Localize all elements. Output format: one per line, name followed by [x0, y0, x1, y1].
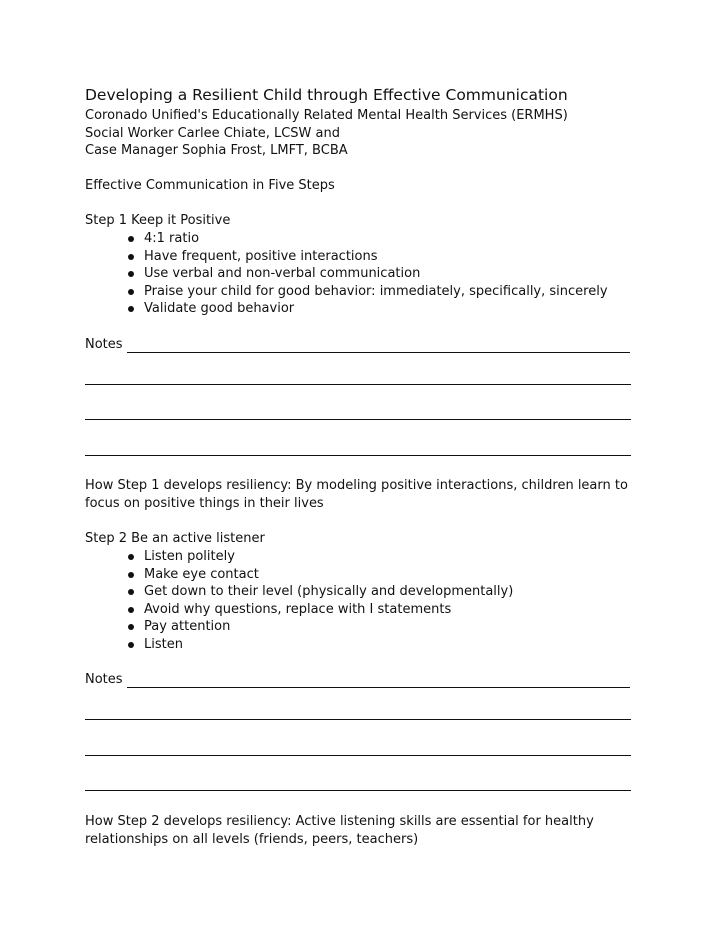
list-item: Avoid why questions, replace with I statements: [128, 601, 513, 619]
list-item: Use verbal and non-verbal communication: [128, 265, 608, 283]
notes-write-line[interactable]: [127, 340, 630, 353]
notes-write-line[interactable]: [85, 790, 631, 791]
list-item: Praise your child for good behavior: immediately, specifically, sincerely: [128, 283, 608, 301]
list-item: Validate good behavior: [128, 300, 608, 318]
notes-write-line[interactable]: [85, 755, 631, 756]
list-item: Have frequent, positive interactions: [128, 248, 608, 266]
section-intro: Effective Communication in Five Steps: [85, 178, 335, 193]
list-item: Pay attention: [128, 618, 513, 636]
notes-label: Notes: [85, 337, 123, 352]
step2-bullet-list: [128, 548, 513, 654]
program-name: Coronado Unified's Educationally Related Mental Health Services (ERMHS): [85, 108, 568, 123]
notes-write-line[interactable]: [85, 419, 631, 420]
step1-resiliency-text: How Step 1 develops resiliency: By modeling positive interactions, children learn to focus on positive things in their lives: [85, 478, 628, 511]
list-item: Get down to their level (physically and developmentally): [128, 583, 513, 601]
step1-heading: Step 1 Keep it Positive: [85, 213, 231, 228]
social-worker-credit: Social Worker Carlee Chiate, LCSW and: [85, 126, 341, 141]
step1-notes-row[interactable]: [85, 336, 630, 353]
notes-label: Notes: [85, 672, 123, 687]
notes-write-line[interactable]: [85, 455, 631, 456]
list-item: Listen: [128, 636, 513, 654]
document-title: Developing a Resilient Child through Effective Communication: [85, 86, 568, 104]
list-item: 4:1 ratio: [128, 230, 608, 248]
list-item: Listen politely: [128, 548, 513, 566]
step2-heading: Step 2 Be an active listener: [85, 531, 265, 546]
notes-write-line[interactable]: [127, 675, 630, 688]
step1-bullet-list: [128, 230, 608, 318]
step2-notes-row[interactable]: [85, 671, 630, 688]
step2-resiliency-text: How Step 2 develops resiliency: Active listening skills are essential for healthy relationships on all levels (friends, peers, teachers): [85, 814, 594, 847]
notes-write-line[interactable]: [85, 384, 631, 385]
list-item: Make eye contact: [128, 566, 513, 584]
case-manager-credit: Case Manager Sophia Frost, LMFT, BCBA: [85, 143, 348, 158]
notes-write-line[interactable]: [85, 719, 631, 720]
